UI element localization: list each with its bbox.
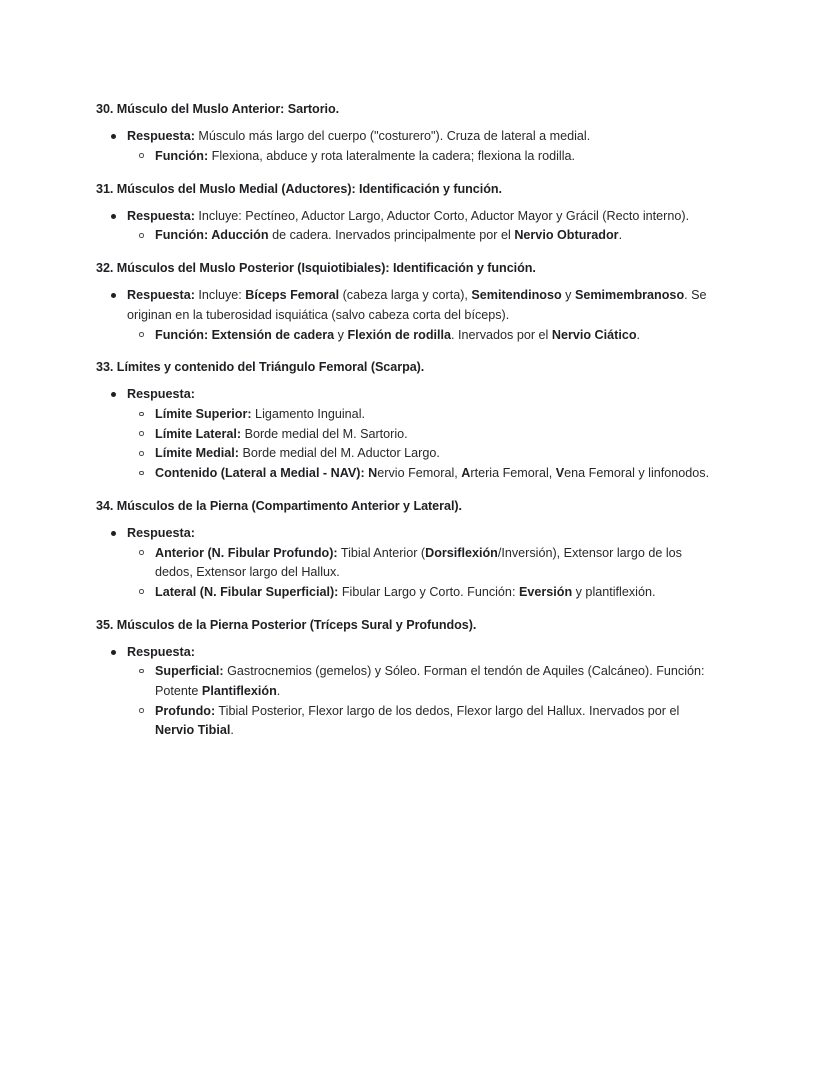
- sub-answer-text-run-0: Límite Superior:: [155, 407, 252, 422]
- sub-list-item: [127, 702, 712, 741]
- sub-answer-text-run-4: V: [555, 466, 565, 481]
- answer-list: [96, 524, 712, 603]
- sub-answer-text-run-3: .: [618, 228, 623, 243]
- sub-list: [127, 405, 712, 484]
- answer-text-run-3: (cabeza larga y corta),: [339, 288, 472, 303]
- sub-answer-text-run-0: Anterior (N. Fibular Profundo):: [155, 545, 338, 560]
- answer-text-run-0: Respuesta:: [127, 129, 195, 144]
- sub-list-item: [127, 425, 712, 445]
- answer-text-run-0: Respuesta:: [127, 387, 195, 402]
- answer-text-run-0: Respuesta:: [127, 288, 195, 303]
- list-item-text: [127, 209, 689, 223]
- sub-answer-text-run-3: rteria Femoral,: [470, 466, 556, 481]
- sub-list-item-text: [155, 328, 640, 342]
- qa-block: [96, 180, 712, 247]
- sub-answer-text-run-0: Contenido (Lateral a Medial - NAV): N: [155, 466, 378, 481]
- sub-list-item: [127, 583, 712, 603]
- sub-answer-text-run-1: ervio Femoral,: [377, 466, 462, 481]
- sub-list-item-text: [155, 427, 408, 441]
- answer-list: [96, 127, 712, 166]
- sub-list-item: [127, 662, 712, 701]
- sub-answer-text-run-1: Borde medial del M. Sartorio.: [241, 426, 408, 441]
- list-item-text: [127, 129, 590, 143]
- sub-answer-text-run-3: .: [230, 723, 234, 738]
- qa-block: [96, 358, 712, 483]
- list-item: [96, 286, 712, 345]
- sub-answer-text-run-1: Tibial Anterior (: [337, 545, 426, 560]
- sub-answer-text-run-1: de cadera. Inervados principalmente por el: [268, 228, 515, 243]
- list-item-text: [127, 645, 195, 659]
- document-body: [96, 100, 712, 747]
- sub-list-item-text: [155, 446, 440, 460]
- answer-text-run-2: Bíceps Femoral: [245, 288, 340, 303]
- answer-text-run-5: y: [561, 288, 575, 303]
- qa-block: [96, 616, 712, 741]
- question-heading: 30. Músculo del Muslo Anterior: Sartorio.: [96, 102, 340, 116]
- answer-text-run-0: Respuesta:: [127, 525, 195, 540]
- sub-answer-text-run-2: Plantiflexión: [201, 684, 277, 699]
- sub-answer-text-run-1: Flexiona, abduce y rota lateralmente la cadera; flexiona la rodilla.: [208, 148, 575, 163]
- question-heading: 34. Músculos de la Pierna (Compartimento Anterior y Lateral).: [96, 498, 462, 513]
- list-item: [96, 385, 712, 483]
- sub-answer-text-run-5: ena Femoral y linfonodos.: [564, 466, 710, 481]
- sub-list-item-text: [155, 407, 365, 421]
- answer-text-run-1: Incluye:: [194, 288, 246, 303]
- list-item: [96, 207, 712, 246]
- qa-block: [96, 100, 712, 167]
- question-heading: 35. Músculos de la Pierna Posterior (Tríceps Sural y Profundos).: [96, 617, 477, 632]
- answer-text-run-7: . Se originan en la tuberosidad isquiática (salvo cabeza corta del bíceps).: [127, 288, 707, 322]
- sub-answer-text-run-1: Ligamento Inguinal.: [251, 407, 365, 422]
- sub-list: [127, 226, 712, 246]
- answer-text-run-1: Músculo más largo del cuerpo ("costurero"). Cruza de lateral a medial.: [194, 129, 591, 144]
- sub-answer-text-run-0: Función: Extensión de cadera: [155, 327, 335, 342]
- sub-answer-text-run-0: Lateral (N. Fibular Superficial):: [155, 584, 339, 599]
- sub-list-item-text: [155, 664, 705, 698]
- sub-answer-text-run-0: Profundo:: [155, 703, 216, 718]
- list-item-text: [127, 387, 195, 401]
- sub-list-item-text: [155, 704, 679, 738]
- sub-answer-text-run-2: Eversión: [518, 584, 573, 599]
- sub-list-item: [127, 226, 712, 246]
- sub-answer-text-run-1: Gastrocnemios (gemelos) y Sóleo. Forman el tendón de Aquiles (Calcáneo). Función: Potente: [155, 664, 705, 699]
- list-item-text: [127, 526, 195, 540]
- sub-answer-text-run-3: . Inervados por el: [451, 327, 552, 342]
- sub-answer-text-run-3: .: [276, 684, 281, 699]
- sub-answer-text-run-0: Función:: [155, 148, 209, 163]
- answer-list: [96, 207, 712, 246]
- qa-block: [96, 497, 712, 603]
- answer-list: [96, 286, 712, 345]
- sub-answer-text-run-5: .: [636, 327, 641, 342]
- sub-answer-text-run-1: Fibular Largo y Corto. Función:: [338, 584, 519, 599]
- answer-text-run-0: Respuesta:: [127, 208, 195, 223]
- sub-answer-text-run-1: Tibial Posterior, Flexor largo de los dedos, Flexor largo del Hallux. Inervados por el: [215, 703, 680, 718]
- sub-list-item-text: [155, 466, 709, 480]
- sub-list-item: [127, 326, 712, 346]
- sub-answer-text-run-2: Dorsiflexión: [425, 545, 498, 560]
- sub-list: [127, 662, 712, 741]
- sub-answer-text-run-1: y: [334, 327, 348, 342]
- sub-answer-text-run-2: Nervio Tibial: [155, 723, 231, 738]
- list-item: [96, 127, 712, 166]
- sub-answer-text-run-0: Superficial:: [155, 664, 224, 679]
- answer-text-run-1: Incluye: Pectíneo, Aductor Largo, Aductor Corto, Aductor Mayor y Grácil (Recto interno).: [194, 208, 690, 223]
- list-item: [96, 643, 712, 741]
- sub-answer-text-run-3: /Inversión), Extensor largo de los dedos, Extensor largo del Hallux.: [155, 545, 682, 580]
- list-item: [96, 524, 712, 603]
- sub-answer-text-run-3: y plantiflexión.: [572, 584, 656, 599]
- answer-text-run-4: Semitendinoso: [471, 288, 562, 303]
- sub-list-item-text: [155, 546, 682, 580]
- sub-list-item-text: [155, 149, 575, 163]
- question-heading: 31. Músculos del Muslo Medial (Aductores): Identificación y función.: [96, 181, 502, 196]
- qa-block: [96, 259, 712, 345]
- sub-list-item: [127, 405, 712, 425]
- sub-list-item-text: [155, 228, 622, 242]
- sub-answer-text-run-2: A: [461, 466, 471, 481]
- sub-list-item: [127, 464, 712, 484]
- sub-list: [127, 326, 712, 346]
- answer-list: [96, 643, 712, 741]
- sub-list: [127, 544, 712, 603]
- sub-answer-text-run-0: Límite Lateral:: [155, 426, 242, 441]
- question-heading: 33. Límites y contenido del Triángulo Femoral (Scarpa).: [96, 360, 425, 375]
- sub-list-item: [127, 147, 712, 167]
- sub-list-item-text: [155, 585, 655, 599]
- answer-text-run-6: Semimembranoso: [574, 288, 685, 303]
- sub-answer-text-run-0: Límite Medial:: [155, 446, 239, 461]
- question-heading: 32. Músculos del Muslo Posterior (Isquiotibiales): Identificación y función.: [96, 261, 536, 276]
- sub-list-item: [127, 544, 712, 583]
- sub-answer-text-run-2: Flexión de rodilla: [347, 327, 452, 342]
- sub-list-item: [127, 444, 712, 464]
- sub-answer-text-run-2: Nervio Obturador: [514, 228, 619, 243]
- sub-answer-text-run-4: Nervio Ciático: [551, 327, 637, 342]
- sub-answer-text-run-0: Función: Aducción: [155, 228, 269, 243]
- answer-list: [96, 385, 712, 483]
- sub-answer-text-run-1: Borde medial del M. Aductor Largo.: [238, 446, 440, 461]
- sub-list: [127, 147, 712, 167]
- list-item-text: [127, 288, 707, 322]
- answer-text-run-0: Respuesta:: [127, 644, 195, 659]
